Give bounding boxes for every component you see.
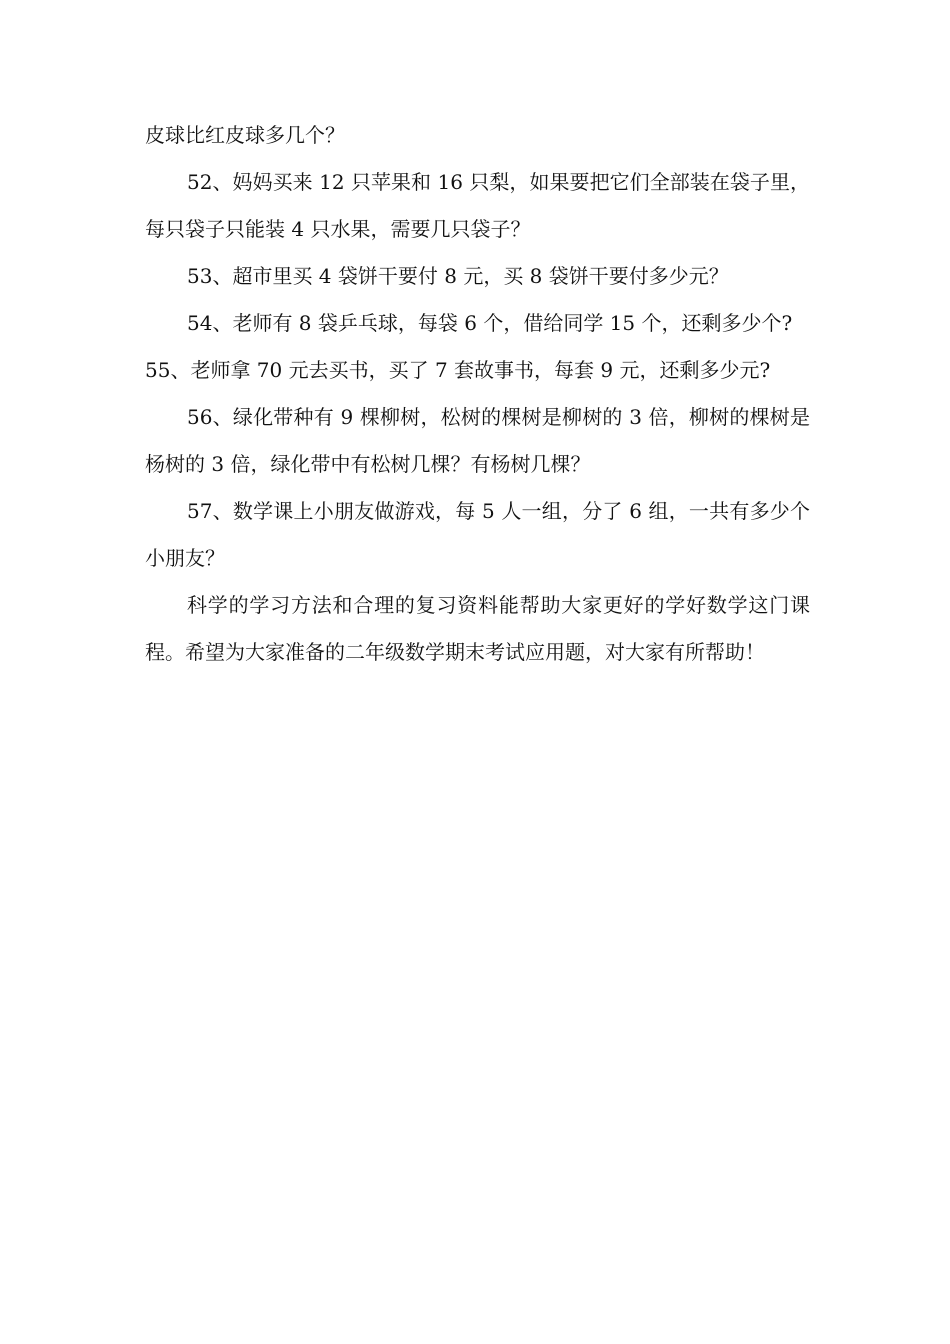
question-57: 57、数学课上小朋友做游戏，每 5 人一组，分了 6 组，一共有多少个小朋友？ (145, 499, 810, 570)
paragraph-continuation: 皮球比红皮球多几个？ (145, 123, 345, 147)
question-56: 56、绿化带种有 9 棵柳树，松树的棵树是柳树的 3 倍，柳树的棵树是杨树的 3 倍，绿化带中有松树几棵？有杨树几棵？ (145, 405, 810, 476)
question-54: 54、老师有 8 袋乒乓球，每袋 6 个，借给同学 15 个，还剩多少个? (187, 311, 793, 335)
closing-paragraph: 科学的学习方法和合理的复习资料能帮助大家更好的学好数学这门课程。希望为大家准备的二年级数学期末考试应用题，对大家有所帮助！ (145, 593, 810, 664)
question-53: 53、超市里买 4 袋饼干要付 8 元，买 8 袋饼干要付多少元？ (187, 264, 729, 288)
question-55: 55、老师拿 70 元去买书，买了 7 套故事书，每套 9 元，还剩多少元? (145, 358, 771, 382)
document-body (145, 112, 810, 676)
question-52: 52、妈妈买来 12 只苹果和 16 只梨，如果要把它们全部装在袋子里，每只袋子只能装 4 只水果，需要几只袋子？ (145, 170, 810, 241)
